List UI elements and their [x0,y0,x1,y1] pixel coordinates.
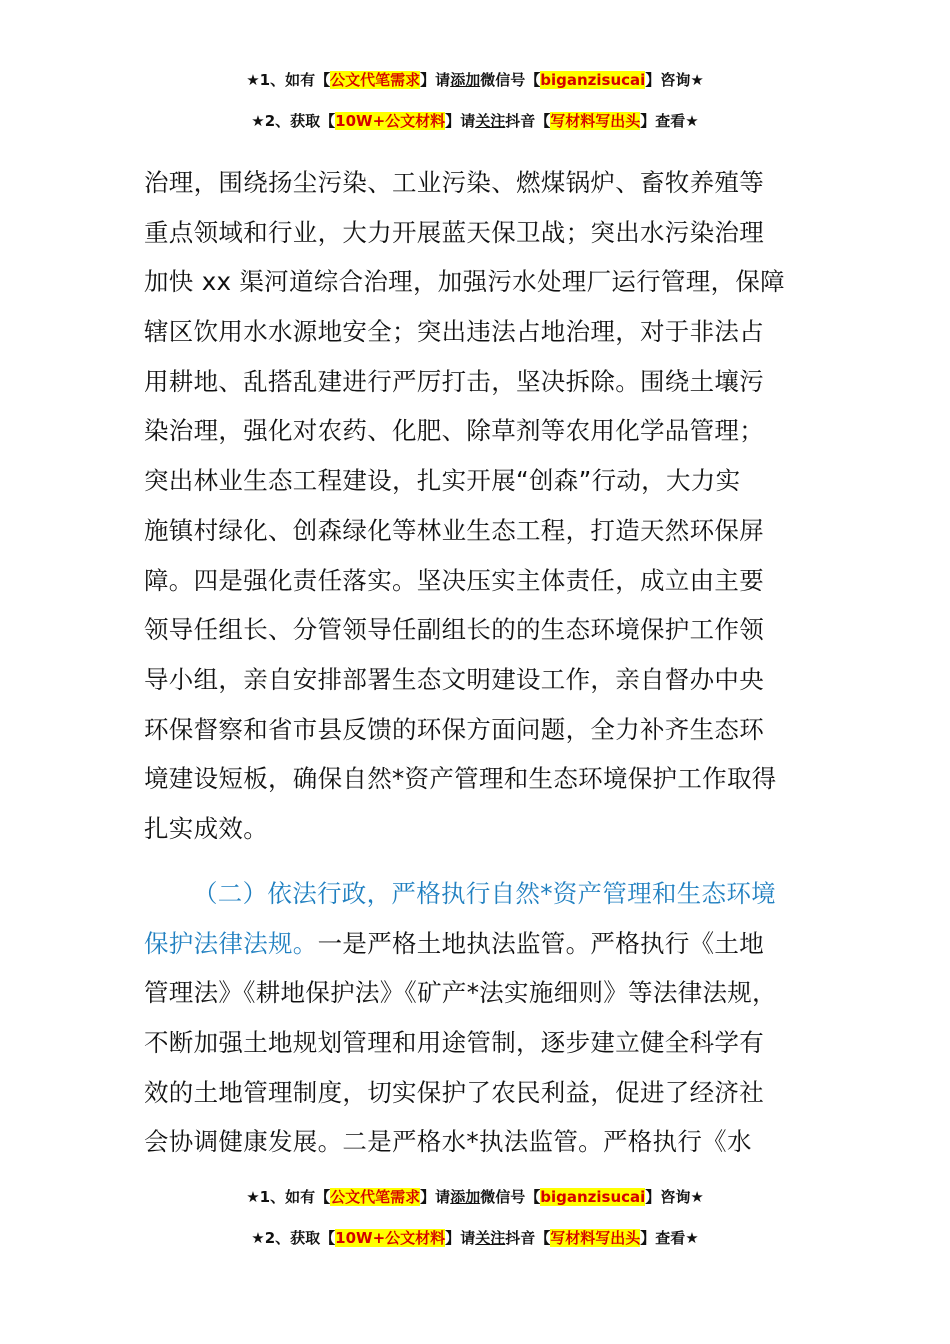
banner-bracket: 【 [315,1188,331,1206]
banner-highlight-materials: 10W+公文材料 [335,112,446,130]
paragraph-line: 境建设短板，确保自然*资产管理和生态环境保护工作取得 [144,764,777,794]
banner-bracket: 】 [420,71,436,89]
top-banner-line-2 [0,110,950,132]
paragraph-line: 效的土地管理制度，切实保护了农民利益，促进了经济社 [144,1077,764,1107]
section-heading-continued: 保护法律法规。 [144,928,318,958]
paragraph-line: 治理，围绕扬尘污染、工业污染、燃煤锅炉、畜牧养殖等 [144,168,764,197]
banner-bracket: 【 [535,1229,551,1247]
banner-text: 微信号 [480,1188,526,1206]
section-heading: （二）依法行政，严格执行自然*资产管理和生态环境 [193,879,776,908]
banner-bracket: 【 [315,71,331,89]
body-paragraph-1 [144,158,834,854]
paragraph-line: 会协调健康发展。二是严格水*执法监管。严格执行《水 [144,1127,752,1157]
banner-highlight-douyin-account: 写材料写出头 [550,112,641,130]
banner-highlight-service: 公文代笔需求 [330,71,421,89]
banner-text: 查看★ [655,112,699,130]
banner-text: 咨询★ [660,71,704,89]
paragraph-line: 重点领域和行业，大力开展蓝天保卫战；突出水污染治理 [144,217,764,247]
banner-text: 请 [460,1229,476,1247]
banner-text: 抖音 [505,1229,536,1247]
body-paragraph-2 [144,869,834,1167]
banner-text: 微信号 [480,71,526,89]
paragraph-line: 管理法》《耕地保护法》《矿产*法实施细则》等法律法规， [144,978,777,1008]
banner-bracket: 【 [525,1188,541,1206]
paragraph-line: 加快 xx 渠河道综合治理，加强污水处理厂运行管理，保障 [144,267,785,297]
banner-text: 抖音 [505,112,536,130]
paragraph-line: 辖区饮用水水源地安全；突出违法占地治理，对于非法占 [144,317,764,347]
banner-underlined-text: 添加 [450,1188,481,1206]
banner-bracket: 】 [645,1188,661,1206]
banner-text: 请 [460,112,476,130]
paragraph-line: 障。四是强化责任落实。坚决压实主体责任，成立由主要 [144,565,764,595]
paragraph-line [144,919,834,969]
banner-highlight-douyin-account: 写材料写出头 [550,1229,641,1247]
paragraph-line: 不断加强土地规划管理和用途管制，逐步建立健全科学有 [144,1028,764,1058]
banner-highlight-wechat-id: biganzisucai [540,71,646,89]
banner-text: 查看★ [655,1229,699,1247]
paragraph-line: 领导任组长、分管领导任副组长的的生态环境保护工作领 [144,615,764,645]
bottom-banner-line-2 [0,1227,950,1249]
banner-text: 请 [435,71,451,89]
banner-bracket: 【 [535,112,551,130]
banner-text: ★1、如有 [246,71,316,89]
paragraph-line: 环保督察和省市县反馈的环保方面问题，全力补齐生态环 [144,714,764,744]
top-banner-line-1 [0,69,950,91]
banner-bracket: 】 [420,1188,436,1206]
banner-highlight-wechat-id: biganzisucai [540,1188,646,1206]
paragraph-line: 施镇村绿化、创森绿化等林业生态工程，打造天然环保屏 [144,515,764,545]
banner-text: ★2、获取 [251,112,321,130]
banner-underlined-text: 添加 [450,71,481,89]
bottom-banner-line-1 [0,1186,950,1208]
banner-underlined-text: 关注 [475,1229,506,1247]
banner-text: 请 [435,1188,451,1206]
banner-bracket: 】 [445,1229,461,1247]
banner-text: ★1、如有 [246,1188,316,1206]
banner-highlight-service: 公文代笔需求 [330,1188,421,1206]
paragraph-text: 一是严格土地执法监管。严格执行《土地 [317,928,765,958]
banner-bracket: 】 [640,1229,656,1247]
paragraph-line: 突出林业生态工程建设，扎实开展“创森”行动，大力实 [144,466,741,496]
paragraph-line: 染治理，强化对农药、化肥、除草剂等农用化学品管理； [144,416,764,446]
banner-underlined-text: 关注 [475,112,506,130]
banner-bracket: 【 [525,71,541,89]
banner-bracket: 【 [320,112,336,130]
banner-bracket: 】 [445,112,461,130]
paragraph-line: 扎实成效。 [144,813,268,843]
banner-bracket: 】 [645,71,661,89]
banner-bracket: 【 [320,1229,336,1247]
paragraph-line: 用耕地、乱搭乱建进行严厉打击，坚决拆除。围绕土壤污 [144,366,764,396]
banner-text: ★2、获取 [251,1229,321,1247]
paragraph-line: 导小组，亲自安排部署生态文明建设工作，亲自督办中央 [144,664,764,694]
banner-text: 咨询★ [660,1188,704,1206]
banner-highlight-materials: 10W+公文材料 [335,1229,446,1247]
banner-bracket: 】 [640,112,656,130]
